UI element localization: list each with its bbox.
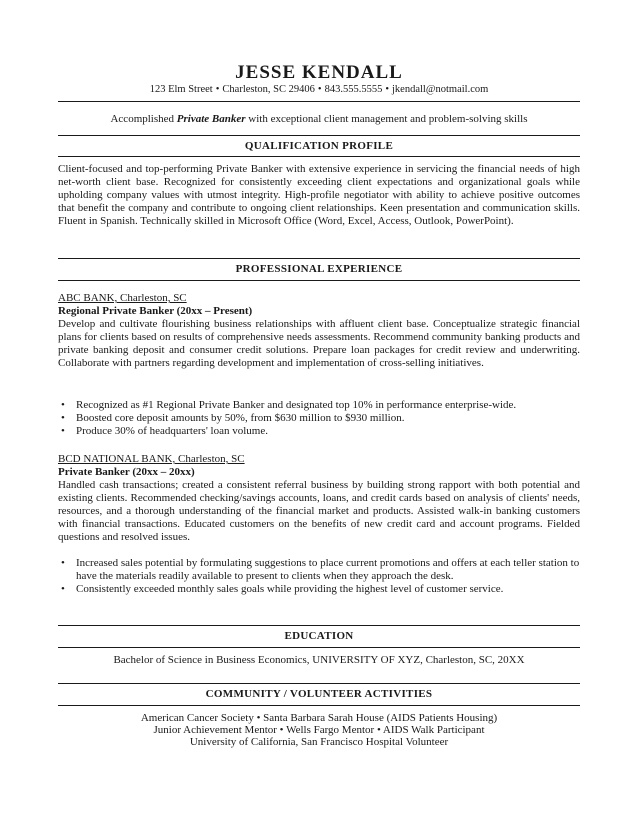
section-heading-community: COMMUNITY / VOLUNTEER ACTIVITIES: [205, 688, 433, 700]
divider: [58, 280, 580, 281]
job-achievements: [58, 399, 580, 438]
job-title: Regional Private Banker (20xx – Present): [58, 305, 253, 317]
achievement-text: Recognized as #1 Regional Private Banker and designated top 10% in performance enterprise-wide.: [76, 399, 517, 411]
community-line: Junior Achievement Mentor • Wells Fargo Mentor • AIDS Walk Participant: [153, 724, 485, 736]
address: 123 Elm Street: [149, 84, 213, 95]
job-description: Develop and cultivate flourishing business relationships with affluent client base. Conceptualize strategic financial plans for clients based on results of comprehensive needs assessments. Recommend community banking products and private banking deposit and consumer credit solutions. Prepare loan packages for credit review and underwriting. Collaborate with partners regarding development and implementation of cross-selling initiatives.: [58, 318, 580, 369]
divider: [58, 625, 580, 626]
bullet-icon: •: [61, 425, 65, 437]
achievement-text: Increased sales potential by formulating suggestions to place current promotions and offers at each teller station to have the materials readily available to present to clients when they approach the desk.: [76, 557, 580, 582]
list-item: [58, 557, 580, 583]
divider: [58, 101, 580, 102]
list-item: [58, 399, 580, 412]
education-entry: Bachelor of Science in Business Economics, UNIVERSITY OF XYZ, Charleston, SC, 20XX: [113, 654, 525, 666]
tagline: [0, 113, 638, 125]
separator: •: [317, 84, 322, 95]
divider: [58, 647, 580, 648]
list-item: [58, 583, 580, 596]
qualification-summary: Client-focused and top-performing Private Banker with extensive experience in servicing the financial needs of high net-worth client base. Recognized for consistently exceeding client expectations and organizational goals while upholding company values with utmost integrity. High-profile negotiator with ability to achieve positive outcomes that benefit the company and contribute to ongoing client relationships. Keen presentation and communication skills. Fluent in Spanish. Technically skilled in Microsoft Office (Word, Excel, Access, Outlook, PowerPoint).: [58, 163, 580, 227]
job-employer: BCD NATIONAL BANK, Charleston, SC: [58, 453, 245, 465]
achievement-text: Boosted core deposit amounts by 50%, from $630 million to $930 million.: [76, 412, 405, 424]
bullet-icon: •: [61, 557, 65, 569]
section-heading-experience: PROFESSIONAL EXPERIENCE: [235, 263, 403, 275]
list-item: [58, 412, 580, 425]
bullet-icon: •: [61, 399, 65, 411]
phone: 843.555.5555: [324, 84, 383, 95]
divider: [58, 135, 580, 136]
job-title: Private Banker (20xx – 20xx): [58, 466, 195, 478]
divider: [58, 156, 580, 157]
bullet-icon: •: [61, 412, 65, 424]
bullet-icon: •: [61, 583, 65, 595]
divider: [58, 683, 580, 684]
section-heading-qualification: QUALIFICATION PROFILE: [244, 140, 394, 152]
contact-line: [0, 84, 638, 95]
section-heading-education: EDUCATION: [284, 630, 354, 642]
divider: [58, 258, 580, 259]
separator: •: [215, 84, 220, 95]
tagline-emphasis: Private Banker: [176, 113, 246, 125]
divider: [58, 705, 580, 706]
separator: •: [385, 84, 389, 95]
community-line: American Cancer Society • Santa Barbara Sarah House (AIDS Patients Housing): [140, 712, 498, 724]
achievement-text: Consistently exceeded monthly sales goals while providing the highest level of customer service.: [76, 583, 504, 595]
job-achievements: [58, 557, 580, 596]
job-employer: ABC BANK, Charleston, SC: [58, 292, 187, 304]
job-description: Handled cash transactions; created a consistent referral business by building strong rapport with both potential and existing clients. Recommended checking/savings accounts, loans, and credit cards based on analysis of clients' needs, resources, and a thorough understanding of the financial market and products. Assisted walk-in banking customers with financial transactions. Educated customers on the benefits of new credit card and account programs. Fielded questions and resolved issues.: [58, 479, 580, 543]
tagline-prefix: Accomplished: [110, 113, 177, 125]
community-line: University of California, San Francisco Hospital Volunteer: [189, 736, 449, 748]
achievement-text: Produce 30% of headquarters' loan volume.: [76, 425, 268, 437]
list-item: [58, 425, 580, 438]
email: jkendall@notmail.com: [392, 84, 489, 95]
tagline-suffix: with exceptional client management and problem-solving skills: [245, 113, 528, 125]
candidate-name: JESSE KENDALL: [235, 62, 403, 83]
city: Charleston, SC 29406: [222, 84, 315, 95]
